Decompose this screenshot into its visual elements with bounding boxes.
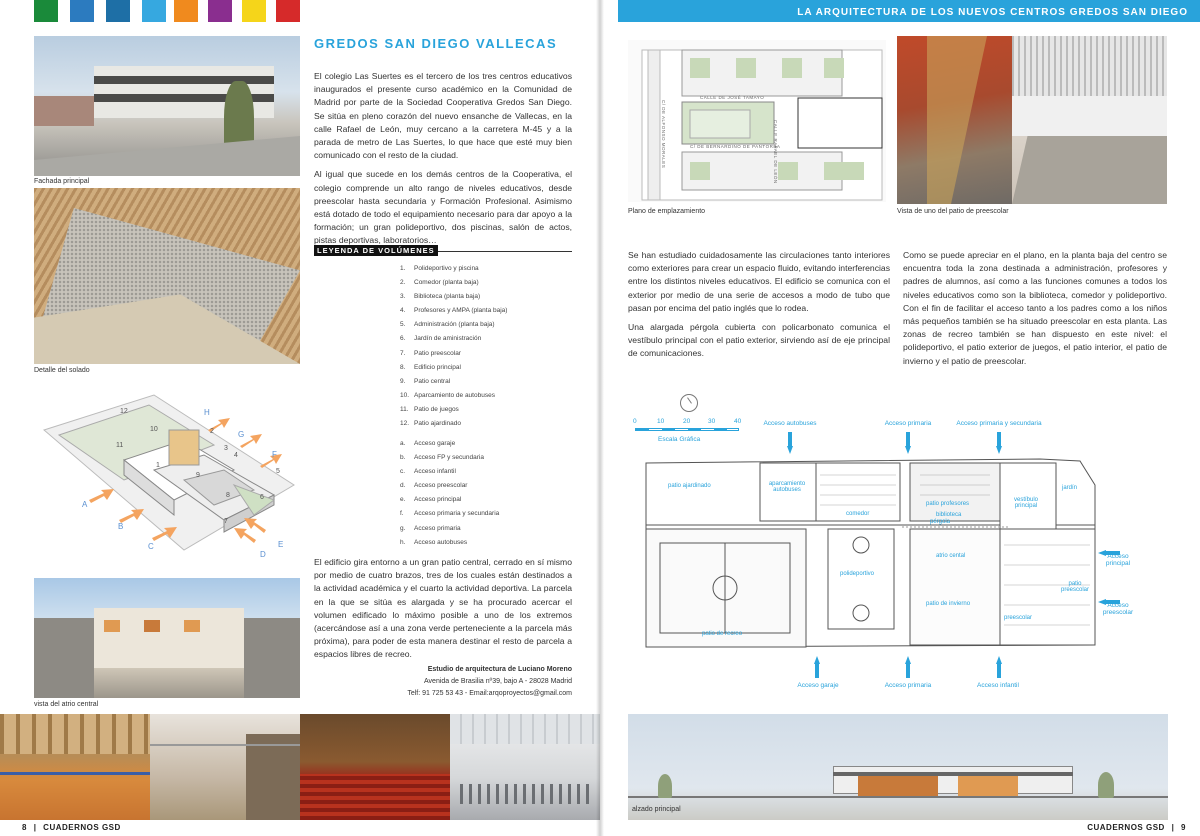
swatch: [34, 0, 58, 22]
access-label: Acceso autobuses: [763, 420, 817, 427]
scale-tick: 0: [633, 418, 637, 425]
swatch: [106, 0, 130, 22]
legend-item: 3. Biblioteca (planta baja): [400, 293, 481, 301]
axo-number: 5: [276, 468, 280, 475]
room-label: vestíbulo principal: [1013, 497, 1038, 509]
legend-item: 9. Patio central: [400, 377, 451, 385]
page-number: 8: [22, 823, 27, 832]
scale-tick: 10: [657, 418, 665, 425]
street-label: C/ DE BERNARDINO DE PANTORBA: [690, 144, 781, 149]
paragraph: Como se puede apreciar en el plano, en la planta baja del centro se encuentra toda la zona destinada a administración, profesores y padres de alumnos, así como a las funciones comunes a todos los niveles educativos como son la biblioteca, comedor y polideportivo. Con el fin de facilitar el acceso tanto a los padres como a los niños más pequeños también se ha situado preescolar en esta planta. Las zonas de recreo también se han dispuesto en este nivel: el polideportivo, el patio exterior de juegos, el patio interior, el patio de invierno y el patio de preescolar.: [903, 250, 1167, 366]
legend-item: g. Acceso primaria: [400, 524, 461, 532]
section-header: LA ARQUITECTURA DE LOS NUEVOS CENTROS GREDOS SAN DIEGO: [618, 0, 1200, 22]
room-label: pérgola: [930, 519, 951, 525]
legend-accesses: [400, 437, 499, 550]
article-title: GREDOS SAN DIEGO VALLECAS: [314, 36, 558, 51]
footer-left: 8 | CUADERNOS GSD: [22, 823, 121, 832]
room-label: preescolar: [1004, 615, 1033, 621]
room-label: patio ajardinado: [668, 483, 711, 489]
scale-tick: 40: [734, 418, 742, 425]
scale-label: Escala Gráfica: [658, 436, 701, 443]
legend-item: 11. Patio de juegos: [400, 405, 459, 413]
street-label: C/ DE ALFONSO MORALES: [661, 100, 666, 169]
axonometric-drawing: [34, 390, 300, 576]
legend-item: f. Acceso primaria y secundaria: [400, 510, 500, 518]
site-plan: [628, 40, 886, 202]
preschool-patio-photo: [897, 36, 1167, 204]
axo-number: 9: [196, 472, 200, 479]
access-label: Acceso primaria: [884, 420, 932, 427]
arrow-left-icon: [1098, 543, 1120, 549]
arrow-down-icon: [905, 432, 911, 454]
legend-title: LEYENDA DE VOLÚMENES: [314, 245, 438, 256]
paving-detail-photo: [34, 188, 300, 364]
room-label: patio preescolar: [1060, 581, 1089, 593]
street-label: CALLE DE JOSÉ TAMAYO: [700, 95, 765, 100]
access-label: Acceso principal: [1105, 553, 1131, 567]
axo-letter: B: [118, 522, 124, 531]
footer-right: CUADERNOS GSD | 9: [1087, 823, 1186, 832]
legend-item: 10. Aparcamiento de autobuses: [400, 391, 495, 399]
arrow-down-icon: [996, 432, 1002, 454]
studio-contact: Telf: 91 725 53 43 - Email:arqoproyectos@gmail.com: [407, 690, 572, 697]
magazine-name: CUADERNOS GSD: [43, 823, 121, 832]
legend-item: 2. Comedor (planta baja): [400, 279, 479, 287]
room-label: atrio cental: [936, 553, 966, 559]
room-label: patio de recreo: [702, 631, 743, 637]
paragraph: Se han estudiado cuidadosamente las circulaciones tanto interiores como exteriores para crear un espacio fluido, evitando interferencias entre los distintos niveles educativos. El edificio se comunica con el exterior por medio de una serie de accesos a modo de tubo que pasan por encima del patio inglés que lo rodea.: [628, 250, 890, 313]
axo-letter: D: [260, 550, 266, 559]
legend-item: 1. Polideportivo y piscina: [400, 265, 479, 272]
axo-letter: E: [278, 540, 284, 549]
swatch: [174, 0, 198, 22]
room-label: biblioteca: [936, 512, 962, 518]
axo-number: 11: [116, 442, 124, 449]
arrow-up-icon: [905, 656, 911, 678]
paragraph: El colegio Las Suertes es el tercero de los tres centros educativos inaugurados el presente curso académico en la Comunidad de Madrid por parte de la Sociedad Cooperativa Gredos San Diego. Se sitúa en pleno corazón del nuevo ensanche de Vallecas, en la calle Rafael de León, muy cercano a la carretera M-45 y a la parada de metro de Las Suertes, lo que hace que esté muy bien comunicado con el resto de la ciudad.: [314, 71, 572, 161]
scale-tick: 30: [708, 418, 716, 425]
swatch: [242, 0, 266, 22]
swatch: [208, 0, 232, 22]
room-label: aparcamiento autobuses: [768, 481, 806, 493]
studio-name: Estudio de arquitectura de Luciano Moreno: [427, 666, 572, 673]
north-arrow-icon: [680, 394, 698, 412]
axo-number: 8: [226, 492, 230, 499]
arrow-up-icon: [814, 656, 820, 678]
legend-item: 6. Jardín de aministración: [400, 335, 482, 343]
paragraph: Una alargada pérgola cubierta con policarbonato comunica el vestíbulo principal con el patio exterior, sirviendo así de eje principal de comunicaciones.: [628, 322, 890, 359]
text-column-1: [628, 249, 890, 367]
axo-number: 12: [120, 408, 128, 415]
legend-item: b. Acceso FP y secundaria: [400, 454, 484, 462]
axo-number: 2: [210, 428, 214, 435]
right-page: [600, 0, 1200, 836]
access-label: Acceso preescolar: [1102, 602, 1134, 616]
legend-item: 5. Administración (planta baja): [400, 321, 495, 329]
room-label: comedor: [846, 511, 870, 517]
access-label: Acceso primaria: [884, 682, 932, 689]
axo-letter: A: [82, 500, 88, 509]
room-label: polideportivo: [840, 571, 875, 577]
legend-volumes: [400, 262, 507, 431]
axo-number: 10: [150, 426, 158, 433]
room-label: patio profesores: [926, 501, 970, 507]
legend-item: 12. Patio ajardinado: [400, 420, 461, 428]
axo-letter: G: [238, 430, 245, 439]
paragraph: Al igual que sucede en los demás centros de la Cooperativa, el colegio comprende un alto rango de niveles educativos, desde preescolar hasta secundaria y Formación Profesional. Asimismo está dotado de todo el equipamiento necesario para dar apoyo a la formación; un gran polideportivo, dos piscinas, salón de actos, pistas deportivas, laboratorios…: [314, 169, 572, 246]
swatch: [142, 0, 166, 22]
page-number: 9: [1181, 823, 1186, 832]
cafeteria-photo: [450, 714, 600, 820]
axo-number: 1: [156, 462, 160, 469]
caption-preschool-patio: Vista de uno del patio de preescolar: [897, 208, 1009, 215]
intro-text: [314, 70, 572, 254]
swatch: [276, 0, 300, 22]
legend-item: 8. Edificio principal: [400, 363, 461, 371]
elevation-drawing: [628, 714, 1168, 820]
page-gutter: [596, 0, 604, 836]
legend-item: d. Acceso preescolar: [400, 482, 468, 490]
legend-item: 4. Profesores y AMPA (planta baja): [400, 307, 508, 315]
floor-plan: [640, 455, 1100, 653]
axo-number: 7: [224, 518, 228, 525]
swatch: [70, 0, 94, 22]
sports-hall-photo: [0, 714, 150, 820]
graphic-scale: [630, 394, 750, 444]
access-label: Acceso primaria y secundaria: [956, 420, 1042, 427]
auditorium-photo: [300, 714, 450, 820]
axo-letter: F: [272, 450, 277, 459]
access-label: Acceso garaje: [797, 682, 839, 689]
magazine-name: CUADERNOS GSD: [1087, 823, 1165, 832]
paragraph: El edificio gira entorno a un gran patio central, cerrado en sí mismo por medio de cuatro brazos, tres de los cuales están destinados a la actividad académica y el cuarto la actividad deportiva. La parcela en la que se sitúa es alargada y se ha procurado acercar el volumen edificado lo máximo posible a uno de los extremos (acercándose así a una zona verde perteneciente a la parcela más próxima), para poder de esta manera destinar el resto de parcela a espacios libres de recreo.: [314, 557, 572, 660]
axo-number: 3: [224, 445, 228, 452]
axo-letter: H: [204, 408, 210, 417]
legend-item: e. Acceso principal: [400, 496, 462, 504]
lobby-photo: [150, 714, 300, 820]
studio-credits: [314, 664, 572, 700]
arrow-left-icon: [1098, 592, 1120, 598]
legend-item: a. Acceso garaje: [400, 440, 456, 447]
arrow-down-icon: [787, 432, 793, 454]
scale-tick: 20: [683, 418, 691, 425]
caption-paving: Detalle del solado: [34, 367, 90, 374]
arrow-up-icon: [996, 656, 1002, 678]
caption-site-plan: Plano de emplazamiento: [628, 208, 706, 215]
legend-item: h. Acceso autobuses: [400, 538, 468, 546]
facade-photo: [34, 36, 300, 176]
atrium-photo: [34, 578, 300, 698]
text-column-2: [903, 249, 1167, 374]
room-label: jardín: [1062, 485, 1078, 491]
legend-item: 7. Patio preescolar: [400, 349, 461, 357]
studio-address: Avenida de Brasilia nº39, bajo A - 28028 Madrid: [424, 678, 572, 685]
room-label: patio de invierno: [926, 601, 971, 607]
caption-facade: Fachada principal: [34, 178, 90, 185]
legend-item: c. Acceso infantil: [400, 468, 456, 476]
caption-elevation: alzado principal: [632, 806, 681, 813]
axo-letter: C: [148, 542, 154, 551]
access-label: Acceso infantil: [977, 682, 1019, 689]
legend-header: [314, 240, 572, 255]
street-label: CALLE RAFAEL DE LEÓN: [773, 120, 778, 184]
axo-number: 6: [260, 494, 264, 501]
caption-atrium: vista del atrio central: [34, 701, 99, 708]
axo-number: 4: [234, 452, 238, 459]
